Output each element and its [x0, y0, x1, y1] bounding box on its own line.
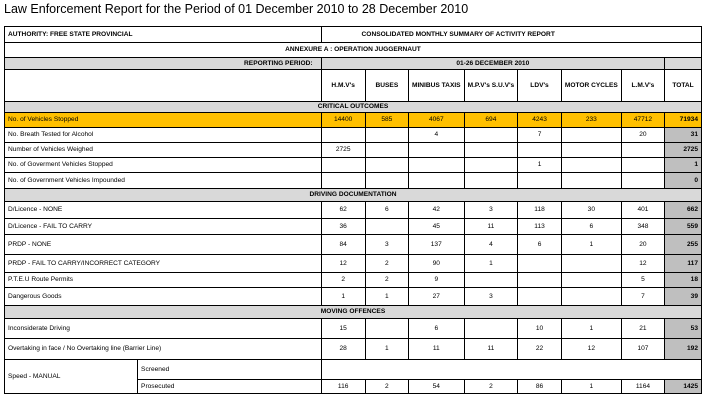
row-total-cell: 1425 — [665, 380, 702, 394]
value-cell: 7 — [518, 128, 562, 143]
value-cell: 585 — [365, 113, 408, 128]
value-cell — [518, 273, 562, 288]
value-cell — [518, 255, 562, 273]
value-cell — [408, 173, 464, 189]
speed-screened-row — [5, 360, 702, 380]
section-header-row — [5, 189, 702, 202]
row-total-cell: 2725 — [665, 143, 702, 158]
value-cell: 20 — [621, 235, 664, 255]
section-header-row — [5, 306, 702, 319]
reporting-period-blank — [665, 58, 702, 70]
column-header: LDV's — [518, 70, 562, 102]
column-header-blank — [5, 70, 322, 102]
row-label: No. of Government Vehicles Impounded — [5, 173, 322, 189]
value-cell: 20 — [621, 128, 664, 143]
value-cell: 12 — [321, 255, 365, 273]
value-cell: 137 — [408, 235, 464, 255]
row-total-cell: 117 — [665, 255, 702, 273]
value-cell: 45 — [408, 219, 464, 235]
row-total-cell: 559 — [665, 219, 702, 235]
value-cell: 113 — [518, 219, 562, 235]
column-header: H.M.V's — [321, 70, 365, 102]
value-cell: 42 — [408, 202, 464, 219]
value-cell: 6 — [518, 235, 562, 255]
value-cell: 694 — [464, 113, 518, 128]
table-row — [5, 288, 702, 306]
column-header: MOTOR CYCLES — [561, 70, 621, 102]
row-total-cell: 39 — [665, 288, 702, 306]
section-header: DRIVING DOCUMENTATION — [5, 189, 702, 202]
value-cell — [365, 158, 408, 173]
table-row — [5, 255, 702, 273]
column-header-row — [5, 70, 702, 102]
column-header: TOTAL — [665, 70, 702, 102]
prosecuted-label: Prosecuted — [138, 380, 322, 394]
value-cell: 11 — [464, 219, 518, 235]
row-total-cell: 192 — [665, 339, 702, 360]
value-cell — [621, 143, 664, 158]
value-cell: 116 — [321, 380, 365, 394]
value-cell: 4067 — [408, 113, 464, 128]
value-cell — [561, 158, 621, 173]
authority-cell: AUTHORITY: FREE STATE PROVINCIAL — [5, 27, 322, 43]
row-label: No. of Goverment Vehicles Stopped — [5, 158, 322, 173]
row-label: D/Licence - FAIL TO CARRY — [5, 219, 322, 235]
value-cell — [365, 319, 408, 339]
value-cell — [518, 288, 562, 306]
value-cell: 3 — [464, 202, 518, 219]
value-cell — [464, 128, 518, 143]
row-total-cell: 1 — [665, 158, 702, 173]
table-row — [5, 339, 702, 360]
row-label: PRDP - FAIL TO CARRY/INCORRECT CATEGORY — [5, 255, 322, 273]
value-cell: 6 — [408, 319, 464, 339]
row-total-cell: 18 — [665, 273, 702, 288]
row-total-cell: 53 — [665, 319, 702, 339]
summary-title: CONSOLIDATED MONTHLY SUMMARY OF ACTIVITY REPORT — [321, 27, 701, 43]
value-cell: 28 — [321, 339, 365, 360]
table-row — [5, 158, 702, 173]
value-cell: 84 — [321, 235, 365, 255]
value-cell — [464, 273, 518, 288]
value-cell: 2 — [365, 380, 408, 394]
value-cell: 27 — [408, 288, 464, 306]
table-row — [5, 319, 702, 339]
row-label: No. Breath Tested for Alcohol — [5, 128, 322, 143]
report-title: Law Enforcement Report for the Period of 01 December 2010 to 28 December 2010 — [4, 2, 469, 16]
value-cell: 1 — [321, 288, 365, 306]
value-cell — [464, 173, 518, 189]
value-cell: 1 — [365, 339, 408, 360]
value-cell — [365, 219, 408, 235]
value-cell: 6 — [365, 202, 408, 219]
value-cell: 5 — [621, 273, 664, 288]
table-row — [5, 219, 702, 235]
value-cell: 1 — [365, 288, 408, 306]
value-cell: 22 — [518, 339, 562, 360]
row-label: Overtaking in face / No Overtaking line (Barrier Line) — [5, 339, 322, 360]
table-row — [5, 173, 702, 189]
value-cell: 2725 — [321, 143, 365, 158]
value-cell: 401 — [621, 202, 664, 219]
value-cell — [365, 128, 408, 143]
table-row — [5, 202, 702, 219]
report-table — [4, 26, 702, 394]
row-total-cell: 255 — [665, 235, 702, 255]
value-cell: 3 — [365, 235, 408, 255]
value-cell: 1 — [518, 158, 562, 173]
row-label: D/Licence - NONE — [5, 202, 322, 219]
table-row — [5, 143, 702, 158]
value-cell — [464, 143, 518, 158]
value-cell: 1 — [561, 380, 621, 394]
column-header: BUSES — [365, 70, 408, 102]
value-cell: 2 — [365, 273, 408, 288]
screened-values-blank — [321, 360, 701, 380]
value-cell: 118 — [518, 202, 562, 219]
row-label: Number of Vehicles Weighed — [5, 143, 322, 158]
value-cell: 47712 — [621, 113, 664, 128]
value-cell: 30 — [561, 202, 621, 219]
value-cell: 348 — [621, 219, 664, 235]
row-label: No. of Vehicles Stopped — [5, 113, 322, 128]
value-cell: 6 — [561, 219, 621, 235]
value-cell — [464, 319, 518, 339]
value-cell: 15 — [321, 319, 365, 339]
column-header: MINIBUS TAXIS — [408, 70, 464, 102]
value-cell — [561, 288, 621, 306]
table-row — [5, 235, 702, 255]
column-header: L.M.V's — [621, 70, 664, 102]
value-cell — [464, 158, 518, 173]
value-cell: 12 — [561, 339, 621, 360]
column-header: M.P.V's S.U.V's — [464, 70, 518, 102]
value-cell — [408, 143, 464, 158]
row-label: P.T.E.U Route Permits — [5, 273, 322, 288]
value-cell: 4 — [464, 235, 518, 255]
value-cell: 7 — [621, 288, 664, 306]
value-cell — [365, 173, 408, 189]
row-label: Dangerous Goods — [5, 288, 322, 306]
value-cell: 2 — [464, 380, 518, 394]
value-cell — [518, 173, 562, 189]
value-cell: 10 — [518, 319, 562, 339]
value-cell — [621, 158, 664, 173]
speed-label: Speed - MANUAL — [5, 360, 138, 394]
value-cell: 107 — [621, 339, 664, 360]
row-label: Inconsiderate Driving — [5, 319, 322, 339]
value-cell — [561, 143, 621, 158]
value-cell: 1 — [561, 319, 621, 339]
table-row — [5, 273, 702, 288]
row-total-cell: 71934 — [665, 113, 702, 128]
value-cell: 12 — [621, 255, 664, 273]
value-cell — [321, 158, 365, 173]
reporting-period-label: REPORTING PERIOD: — [5, 58, 322, 70]
value-cell: 233 — [561, 113, 621, 128]
value-cell: 11 — [408, 339, 464, 360]
table-row — [5, 113, 702, 128]
section-header: CRITICAL OUTCOMES — [5, 102, 702, 113]
value-cell: 14400 — [321, 113, 365, 128]
value-cell: 1164 — [621, 380, 664, 394]
value-cell — [518, 143, 562, 158]
value-cell: 36 — [321, 219, 365, 235]
value-cell — [321, 128, 365, 143]
screened-label: Screened — [138, 360, 322, 380]
value-cell — [321, 173, 365, 189]
value-cell: 54 — [408, 380, 464, 394]
reporting-period-value: 01-26 DECEMBER 2010 — [321, 58, 665, 70]
value-cell: 2 — [321, 273, 365, 288]
row-total-cell: 0 — [665, 173, 702, 189]
section-header-row — [5, 102, 702, 113]
value-cell: 90 — [408, 255, 464, 273]
value-cell: 62 — [321, 202, 365, 219]
value-cell — [408, 158, 464, 173]
value-cell: 11 — [464, 339, 518, 360]
value-cell: 86 — [518, 380, 562, 394]
row-total-cell: 31 — [665, 128, 702, 143]
value-cell: 3 — [464, 288, 518, 306]
value-cell: 2 — [365, 255, 408, 273]
value-cell: 21 — [621, 319, 664, 339]
value-cell: 4 — [408, 128, 464, 143]
value-cell: 9 — [408, 273, 464, 288]
section-header: MOVING OFFENCES — [5, 306, 702, 319]
value-cell: 1 — [464, 255, 518, 273]
value-cell — [561, 128, 621, 143]
row-total-cell: 662 — [665, 202, 702, 219]
value-cell — [561, 255, 621, 273]
value-cell — [365, 143, 408, 158]
value-cell — [561, 273, 621, 288]
value-cell: 1 — [561, 235, 621, 255]
annexure-cell: ANNEXURE A : OPERATION JUGGERNAUT — [5, 43, 702, 58]
value-cell — [621, 173, 664, 189]
value-cell: 4243 — [518, 113, 562, 128]
table-row — [5, 128, 702, 143]
row-label: PRDP - NONE — [5, 235, 322, 255]
value-cell — [561, 173, 621, 189]
